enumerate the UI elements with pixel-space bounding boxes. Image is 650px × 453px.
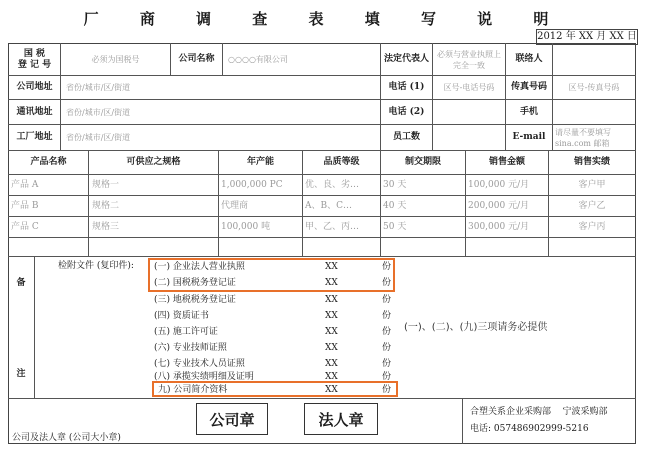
- table-cell[interactable]: 100,000 吨: [221, 221, 271, 232]
- attach-item-unit: 份: [382, 372, 392, 382]
- table-cell[interactable]: 200,000 元/月: [468, 200, 530, 211]
- table-cell[interactable]: 100,000 元/月: [468, 179, 530, 190]
- mail-address-value[interactable]: 省份/城市/区/街道: [66, 107, 131, 117]
- table-cell[interactable]: 客户乙: [578, 200, 606, 211]
- attach-item-name: (六) 专业技师证照: [154, 343, 227, 353]
- attach-item-name: (二) 国税税务登记证: [154, 278, 236, 288]
- attach-item-name: (五) 施工许可证: [154, 327, 218, 337]
- attach-item-unit: 份: [382, 385, 392, 395]
- reg-value[interactable]: 必须为国税号: [91, 55, 140, 64]
- fax-label: 传真号码: [510, 82, 547, 92]
- table-cell[interactable]: A、B、C…: [305, 200, 352, 211]
- attach-item-qty: XX: [325, 327, 338, 337]
- phone1-label: 电话 (1): [388, 82, 425, 92]
- required-highlight-box: [152, 381, 398, 397]
- attach-heading: 检附文件 (复印件):: [58, 261, 134, 271]
- attach-item-unit: 份: [382, 262, 392, 272]
- attach-item-qty: XX: [325, 359, 338, 369]
- table-cell[interactable]: 1,000,000 PC: [221, 179, 283, 190]
- attach-item-unit: 份: [382, 311, 392, 321]
- attach-item-name: (三) 地税税务登记证: [154, 295, 236, 305]
- attach-item-qty: XX: [325, 372, 338, 382]
- table-cell[interactable]: 甲、乙、丙…: [305, 221, 360, 232]
- phone1-value[interactable]: 区号-电话号码: [443, 83, 495, 92]
- footer-left-label: 公司及法人章 (公司大小章): [12, 433, 121, 443]
- table-cell[interactable]: 产品 C: [11, 221, 39, 232]
- attach-item-qty: XX: [325, 343, 338, 353]
- attach-item-qty: XX: [325, 262, 338, 272]
- attach-item-qty: XX: [325, 295, 338, 305]
- phone2-value[interactable]: [433, 100, 505, 124]
- table-cell[interactable]: 客户丙: [578, 221, 606, 232]
- email-label: E-mail: [512, 132, 546, 142]
- mobile-label: 手机: [519, 106, 538, 117]
- attach-item-unit: 份: [382, 343, 392, 353]
- table-cell[interactable]: 30 天: [383, 179, 407, 190]
- table-cell[interactable]: 40 天: [383, 200, 407, 211]
- col-sales-record: 销售实绩: [573, 157, 610, 167]
- attach-item-unit: 份: [382, 295, 392, 305]
- attach-item-name: (八) 承揽实绩明细及证明: [154, 372, 254, 382]
- email-value[interactable]: 请尽量不要填写 sina.com 邮箱: [555, 127, 611, 148]
- required-highlight-box: [148, 258, 395, 292]
- attach-item-name: (四) 资质证书: [154, 311, 209, 321]
- fax-value[interactable]: 区号-传真号码: [568, 83, 620, 92]
- date-box: 2012 年 XX 月 XX 日: [536, 29, 638, 45]
- table-cell[interactable]: 客户甲: [578, 179, 606, 190]
- footer-phone: 电话: 057486902999-5216: [470, 424, 589, 434]
- company-name-label: 公司名称: [178, 54, 215, 64]
- table-cell[interactable]: 优、良、劣…: [305, 179, 360, 190]
- address-value[interactable]: 省份/城市/区/街道: [66, 83, 131, 92]
- legal-rep-stamp: 法人章: [304, 403, 378, 435]
- table-cell[interactable]: 产品 A: [11, 179, 39, 190]
- factory-value[interactable]: 省份/城市/区/街道: [66, 133, 131, 142]
- attach-item-unit: 份: [382, 359, 392, 369]
- table-cell[interactable]: 规格三: [92, 221, 120, 232]
- phone2-label: 电话 (2): [388, 106, 425, 117]
- company-name-value[interactable]: ○○○○有限公司: [228, 55, 288, 64]
- col-spec: 可供应之规格: [126, 157, 181, 167]
- page-title: 厂 商 调 查 表 填 写 说 明: [83, 10, 567, 28]
- col-quality: 品质等级: [323, 157, 360, 167]
- legal-rep-value[interactable]: 必须与营业执照上完全一致: [437, 49, 501, 70]
- staff-label: 员工数: [392, 132, 420, 142]
- col-sales-amount: 销售金额: [488, 157, 525, 167]
- attach-item-name: (七) 专业技术人员证照: [154, 359, 245, 369]
- attach-item-unit: 份: [382, 327, 392, 337]
- legal-rep-label: 法定代表人: [383, 54, 429, 64]
- company-stamp: 公司章: [196, 403, 268, 435]
- table-cell[interactable]: 规格一: [92, 179, 120, 190]
- table-cell[interactable]: 规格二: [92, 200, 120, 211]
- required-note: (一)、(二)、(九)三项请务必提供: [404, 322, 548, 333]
- mail-address-label: 通讯地址: [16, 106, 53, 117]
- table-cell[interactable]: 代理商: [221, 200, 249, 211]
- contact-label: 联络人: [515, 54, 543, 64]
- notes-label-bottom: 注: [16, 368, 26, 379]
- col-capacity: 年产能: [246, 157, 274, 167]
- table-cell[interactable]: 产品 B: [11, 200, 39, 211]
- mobile-value[interactable]: [553, 100, 635, 124]
- factory-label: 工厂地址: [16, 132, 53, 142]
- attach-item-qty: XX: [325, 311, 338, 321]
- attach-item-qty: XX: [325, 385, 338, 395]
- col-product-name: 产品名称: [30, 157, 67, 167]
- notes-label-top: 备: [16, 277, 26, 288]
- attach-item-unit: 份: [382, 278, 392, 288]
- col-lead-time: 制交期限: [404, 157, 441, 167]
- attach-item-name: 九) 公司简介资料: [158, 385, 228, 395]
- staff-value[interactable]: [433, 125, 505, 150]
- footer-dept: 合塑关系企业采购部 宁波采购部: [470, 407, 608, 417]
- address-label: 公司地址: [16, 82, 53, 92]
- contact-value[interactable]: [553, 44, 635, 75]
- attach-item-qty: XX: [325, 278, 338, 288]
- reg-label: 国 税 登 记 号: [17, 48, 52, 70]
- table-cell[interactable]: 300,000 元/月: [468, 221, 530, 232]
- table-cell[interactable]: 50 天: [383, 221, 407, 232]
- attach-item-name: (一) 企业法人营业执照: [154, 262, 245, 272]
